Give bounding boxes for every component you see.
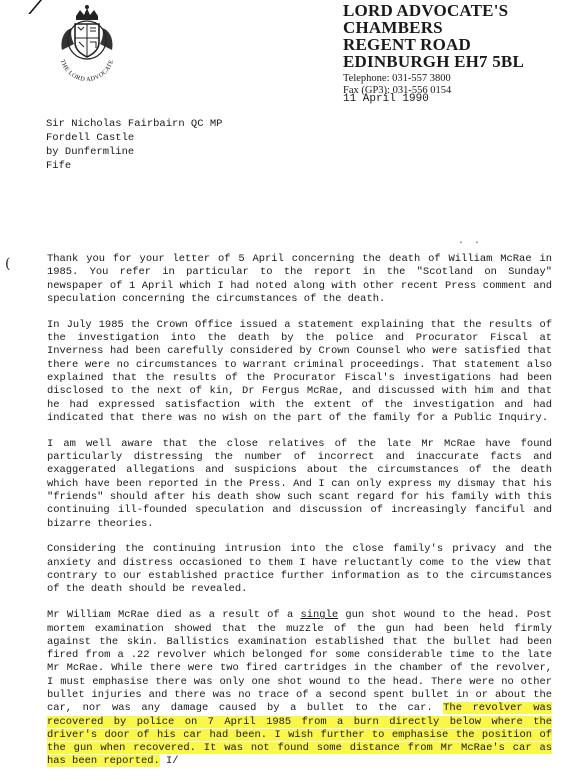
svg-text:THE LORD ADVOCATE xyxy=(59,59,116,83)
letterhead xyxy=(343,2,563,97)
margin-mark: ( xyxy=(5,256,11,272)
underlined-word: single xyxy=(300,609,339,622)
body-paragraph: In July 1985 the Crown Office issued a statement explaining that the results of the investigation into the death by the police and Procurator Fiscal at Inverness had been carefully considered by Crown Counsel who were satisfied that there were no circumstances to warrant criminal proceedings. That statement also explained that the results of the Procurator Fiscal's investigations had been disclosed to the next of kin, Dr Fergus McRae, and discussed with him and that he had expressed satisfaction with the extent of the investigation and had indicated that there was no wish on the part of the family for a Public Inquiry. xyxy=(47,318,552,424)
body-paragraph: Considering the continuing intrusion into the close family's privacy and the anxiety and distress occasioned to them I have reluctantly come to the view that contrary to our established practice further information as to the circumstances of the death should be revealed. xyxy=(47,543,552,596)
final-text-1: Mr William McRae died as a result of a xyxy=(47,609,301,622)
letterhead-city: EDINBURGH EH7 5BL xyxy=(343,52,524,71)
body-paragraph: I am well aware that the close relatives of the late Mr McRae have found particularly distressing the number of incorrect and inaccurate facts and exaggerated allegations and suspicions about the circumstances of the death which have been reported in the Press. And I can only express my dismay that his "friends" should after his death show such scant regard for his family with this continuing ill-founded speculation and discussion of increasingly fanciful and bizarre theories. xyxy=(47,437,552,530)
highlighted-passage: The revolver was recovered by police on 7 April 1985 from a burn directly below where the driver's door of his car had been. I wish further to emphasise the position of the gun when recovered. It was not found some distance from Mr McRae's car as has been reported. xyxy=(47,702,552,768)
address-line: Fordell Castle xyxy=(46,132,135,144)
address-line: by Dunfermline xyxy=(46,146,135,158)
body-paragraph: Thank you for your letter of 5 April concerning the death of William McRae in 1985. You refer in particular to the report in the "Scotland on Sunday" newspaper of 1 April which I had noted along with other recent Press comment and speculation concerning the circumstances of the death. xyxy=(47,253,552,305)
corner-mark xyxy=(0,0,42,14)
letterhead-street: REGENT ROAD xyxy=(343,35,471,54)
scan-speck: · · xyxy=(458,238,483,249)
letterhead-telephone: Telephone: 031-557 3800 xyxy=(343,73,451,84)
crest-motto: THE LORD ADVOCATE xyxy=(58,58,116,84)
letterhead-org: LORD ADVOCATE'S CHAMBERS xyxy=(343,1,509,37)
body-paragraph-final xyxy=(47,609,552,769)
continuation-mark: I/ xyxy=(159,755,179,768)
letterhead-fax: Fax (GP3): 031-556 0154 xyxy=(343,85,452,96)
address-line: Fife xyxy=(46,160,72,172)
letter-date: 11 April 1990 xyxy=(343,93,429,105)
recipient-address xyxy=(46,117,222,173)
address-line: Sir Nicholas Fairbairn QC MP xyxy=(46,118,223,130)
final-text-2: gun shot wound to the head. Post mortem examination showed that the muzzle of the gun had been held firmly against the skin. Ballistics examination established that the bullet had been fired from a .22 revolver which belonged for some considerable time to the late Mr McRae. While there were two fired cartridges in the chamber of the revolver, I must emphasise there was only one shot wound to the head. There were no other bullet injuries and there was no trace of a second spent bullet in or about the car, nor was any damage caused by a bullet to the car. xyxy=(47,609,552,715)
royal-crest-logo xyxy=(52,4,122,90)
letter-body xyxy=(47,253,552,781)
